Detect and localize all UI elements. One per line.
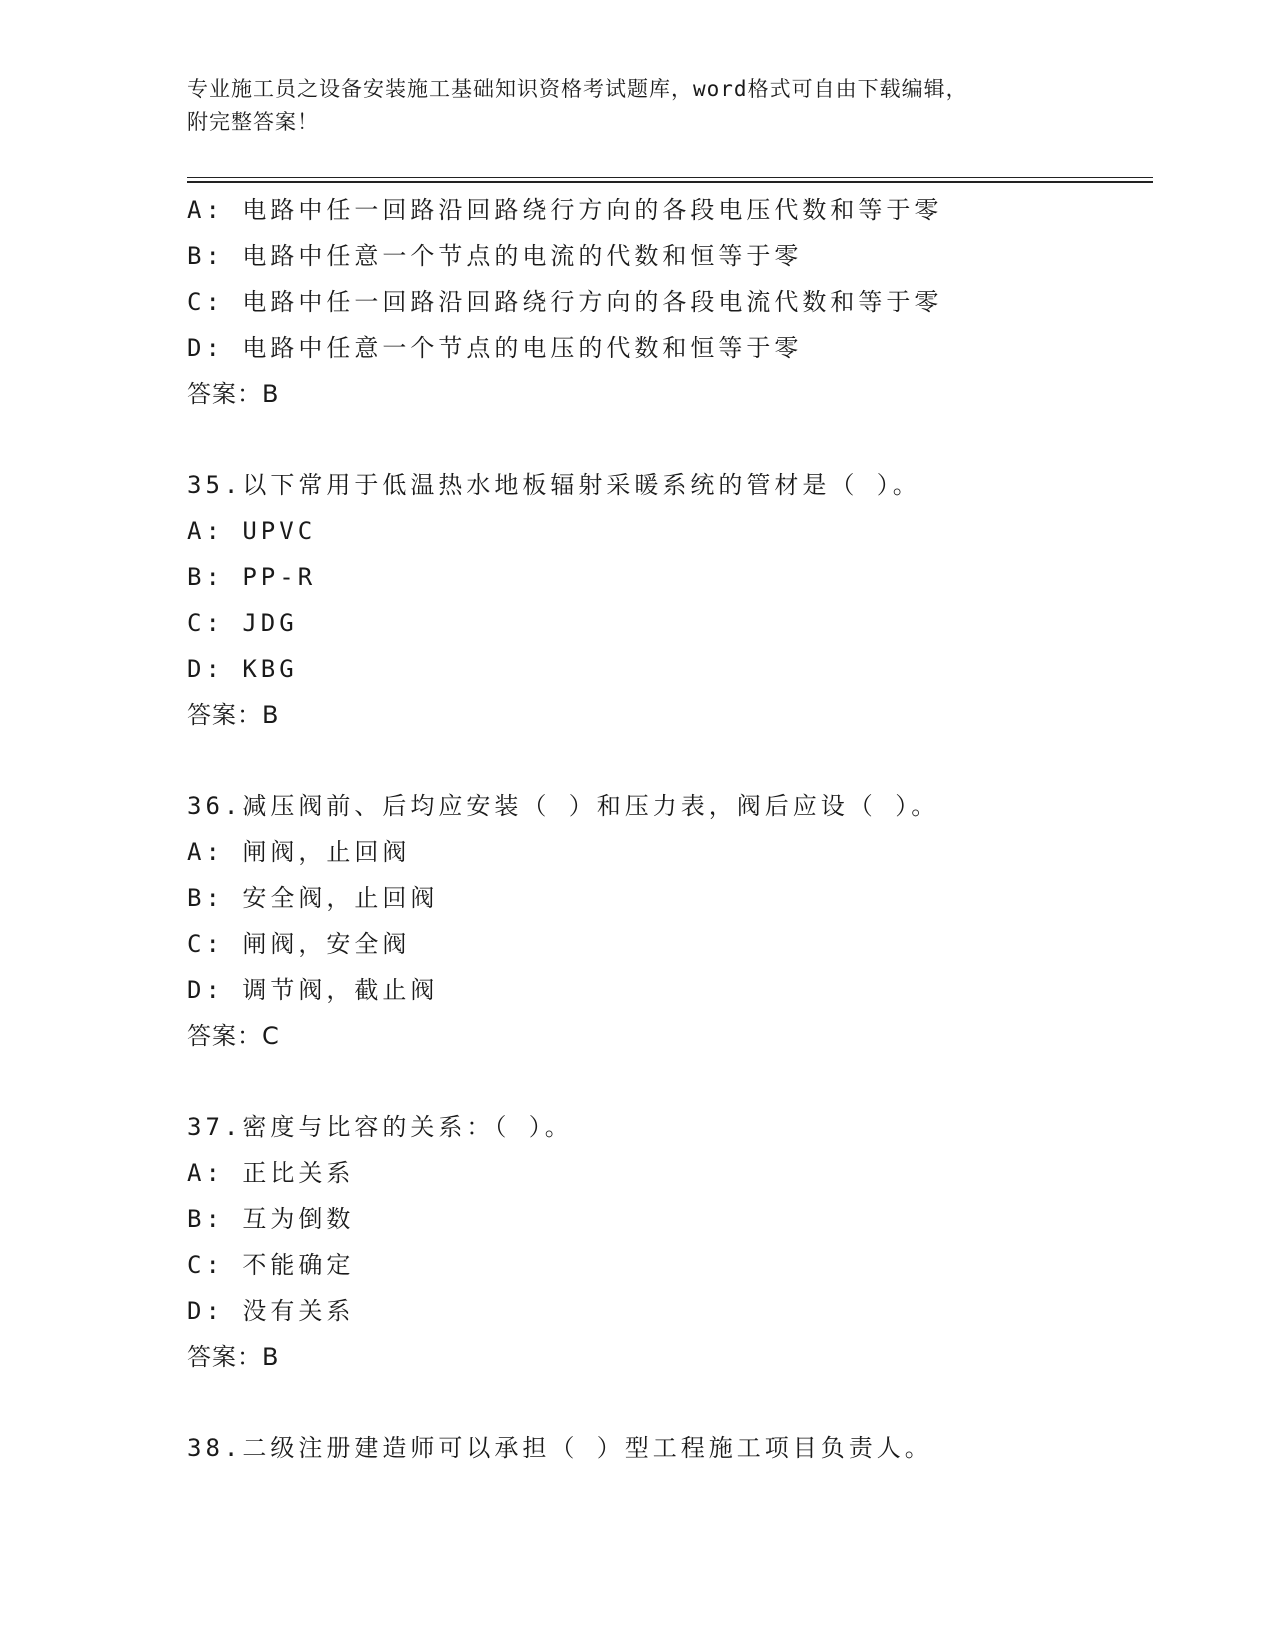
option-c: C: 不能确定 — [187, 1251, 355, 1279]
question-block-38 — [187, 1425, 1153, 1471]
option-d: D: 调节阀，截止阀 — [187, 976, 439, 1004]
question-text: 36.减压阀前、后均应安装（ ）和压力表，阀后应设（ ）。 — [187, 792, 940, 820]
option-d: D: 电路中任意一个节点的电压的代数和恒等于零 — [187, 334, 803, 362]
answer-line: 答案：B — [187, 380, 280, 408]
header-line-2: 附完整答案！ — [187, 110, 319, 134]
question-block-36 — [187, 783, 1153, 1059]
question-block-34 — [187, 187, 1153, 417]
document-header — [187, 73, 1057, 139]
answer-line: 答案：B — [187, 701, 280, 729]
option-a: A: 正比关系 — [187, 1159, 355, 1187]
option-b: B: 安全阀，止回阀 — [187, 884, 439, 912]
answer-line: 答案：C — [187, 1022, 280, 1050]
header-rule-bottom — [187, 181, 1153, 183]
question-block-37 — [187, 1104, 1153, 1380]
question-list — [187, 187, 1153, 1471]
option-b: B: 互为倒数 — [187, 1205, 355, 1233]
option-d: D: KBG — [187, 655, 298, 683]
spacer — [187, 738, 1153, 783]
header-rule-top — [187, 177, 1153, 178]
spacer — [187, 1380, 1153, 1425]
question-text: 35.以下常用于低温热水地板辐射采暖系统的管材是（ ）。 — [187, 471, 921, 499]
option-c: C: 电路中任一回路沿回路绕行方向的各段电流代数和等于零 — [187, 288, 943, 316]
option-b: B: 电路中任意一个节点的电流的代数和恒等于零 — [187, 242, 803, 270]
option-c: C: 闸阀，安全阀 — [187, 930, 411, 958]
spacer — [187, 1059, 1153, 1104]
question-text: 38.二级注册建造师可以承担（ ）型工程施工项目负责人。 — [187, 1434, 933, 1462]
option-a: A: 闸阀，止回阀 — [187, 838, 411, 866]
option-b: B: PP-R — [187, 563, 317, 591]
option-a: A: UPVC — [187, 517, 317, 545]
option-a: A: 电路中任一回路沿回路绕行方向的各段电压代数和等于零 — [187, 196, 943, 224]
question-text: 37.密度与比容的关系：（ ）。 — [187, 1113, 573, 1141]
answer-line: 答案：B — [187, 1343, 280, 1371]
option-c: C: JDG — [187, 609, 298, 637]
spacer — [187, 417, 1153, 462]
question-block-35 — [187, 462, 1153, 738]
header-line-1: 专业施工员之设备安装施工基础知识资格考试题库，word格式可自由下载编辑， — [187, 77, 968, 101]
option-d: D: 没有关系 — [187, 1297, 355, 1325]
